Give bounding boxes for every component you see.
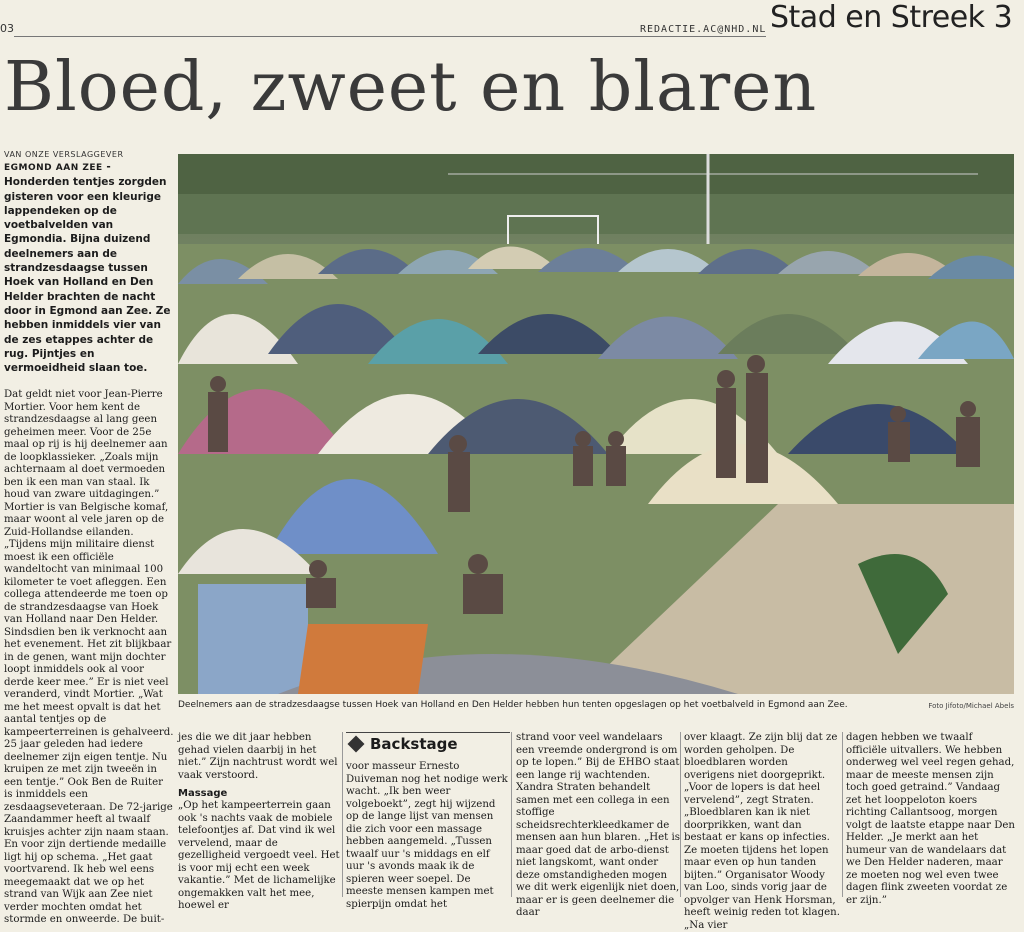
body-text-col2: jes die we dit jaar hebben gehad vielen daarbij in het niet.” Zijn nachtrust wordt wel vaak verstoord.	[178, 732, 338, 781]
body-text-col5: over klaagt. Ze zijn blij dat ze worden geholpen. De bloedblaren worden overigens niet doorgeprikt. „Voor de lopers is dat heel vervelend”, zegt Straten. „Bloedblaren kan ik niet doorprikken, want dan bestaat er kans op infecties. Ze moeten tijdens het lopen maar even op hun tanden bijten.” Organisator Woody van Loo, sinds vorig jaar de opvolger van Henk Horsman, heeft weinig reden tot klagen. „Na vier	[684, 732, 840, 931]
diamond-icon	[348, 736, 365, 753]
campsite-photo	[178, 154, 1014, 694]
photo-credit: Foto Jifoto/Michael Abels	[928, 702, 1014, 710]
body-text-col6: dagen hebben we twaalf officiële uitvallers. We hebben onderweg wel veel regen gehad, maar de meeste mensen zijn toch goed getraind.” Vandaag zet het looppeloton koers richting Callantsoog, morgen volgt de laatste etappe naar Den Helder. „Je merkt aan het humeur van de wandelaars dat we Den Helder naderen, maar ze moeten nog wel even twee dagen flink zweeten voordat ze er zijn.”	[846, 732, 1015, 906]
body-text-col1: Dat geldt niet voor Jean-Pierre Mortier. Voor hem kent de strandzesdaagse al lang geen geheimen meer. Voor de 25e maal op rij is hij deelnemer aan de loopklassieker. „Zoals mijn achternaam al doet vermoeden ben ik een man van staal. Ik houd van zware uitdagingen.” Mortier is van Belgische komaf, maar woont al vele jaren op de Zuid-Hollandse eilanden. „Tijdens mijn militaire dienst moest ik een officiële wandeltocht van minimaal 100 kilometer te voet afleggen. Een collega attendeerde me toen op de strandzesdaagse van Hoek van Holland naar Den Helder. Sindsdien ben ik verknocht aan het evenement. Het zit blijkbaar in de genen, want mijn dochter loopt inmiddels ook al voor derde keer mee.” Er is niet veel veranderd, vindt Mortier. „Wat me het meest opvalt is dat het aantal tentjes op de kampeerterreinen is gehalveerd. 25 jaar geleden had iedere deelnemer zijn eigen tentje. Nu kruipen ze met zijn tweeën in een tentje.” Ook Ben de Ruiter is inmiddels een zesdaagseveteraan. De 72-jarige Zaandammer heeft al twaalf kruisjes achter zijn naam staan. En voor zijn dertiende medaille ligt hij op schema. „Het gaat voortvarend. Ik heb wel eens meegemaakt dat we op het strand van Wijk aan Zee niet verder mochten omdat het stormde en onweerde. De buit-	[4, 389, 174, 926]
left-column	[4, 150, 174, 927]
dateline: EGMOND AAN ZEE	[4, 163, 103, 173]
column-6	[846, 732, 1016, 907]
column-divider	[842, 732, 843, 897]
caption-text: Deelnemers aan de stradzesdaagse tussen Hoek van Holland en Den Helder hebben hun tenten opgeslagen op het voetbalveld in Egmond aan Zee.	[178, 700, 848, 710]
headline: Bloed, zweet en blaren	[4, 48, 818, 127]
section-title	[770, 0, 1012, 35]
column-divider	[680, 732, 681, 897]
body-text-col2b: „Op het kampeerterrein gaan ook 's nachts vaak de mobiele telefoontjes af. Dat vind ik wel vervelend, maar de gezelligheid vergoedt veel. Het is voor mij echt een week vakantie.” Met de lichamelijke ongemakken valt het mee, hoewel er	[178, 800, 340, 911]
photo-caption	[178, 700, 1014, 710]
column-divider	[342, 732, 343, 897]
column-2	[178, 732, 342, 913]
column-4	[516, 732, 680, 920]
body-text-col4: strand voor veel wandelaars een vreemde ondergrond is om op te lopen.” Bij de EHBO staat een lange rij wachtenden. Xandra Straten behandelt samen met een collega in een stoffige scheidsrechterkleedkamer de mensen aan hun blaren. „Het is maar goed dat de arbo-dienst niet langskomt, want onder deze omstandigheden mogen we dit werk eigenlijk niet doen, maar er is geen deelnemer die daar	[516, 732, 680, 918]
byline: VAN ONZE VERSLAGGEVER	[4, 150, 124, 159]
header-rule	[14, 36, 766, 37]
body-text-col3: voor masseur Ernesto Duiveman nog het nodige werk wacht. „Ik ben weer volgeboekt”, zegt hij wijzend op de lange lijst van mensen die zich voor een massage hebben aangemeld. „Tussen twaalf uur 's middags en elf uur 's avonds maak ik de spieren weer soepel. De meeste mensen kampen met spierpijn omdat het	[346, 761, 508, 910]
section-name: Stad en Streek	[770, 0, 985, 35]
intro-paragraph	[4, 160, 174, 375]
page-number: 03	[0, 22, 14, 35]
tents-illustration	[178, 154, 1014, 694]
backstage-box	[346, 732, 510, 757]
column-5	[684, 732, 840, 932]
editorial-email: REDACTIE.AC@NHD.NL	[640, 24, 767, 35]
backstage-label: Backstage	[370, 735, 458, 753]
column-3	[346, 732, 510, 911]
column-divider	[511, 732, 512, 897]
subhead-massage: Massage	[178, 788, 228, 799]
section-number: 3	[993, 0, 1013, 35]
intro-text: - Honderden tentjes zorgden gisteren voor een kleurige lappendeken op de voetbalvelden van Egmondia. Bijna duizend deelnemers aan de strandzesdaagse tussen Hoek van Holland en Den Helder brachten de nacht door in Egmond aan Zee. Ze hebben inmiddels vier van de zes etappes achter de rug. Pijntjes en vermoeidheid slaan toe.	[4, 161, 171, 375]
